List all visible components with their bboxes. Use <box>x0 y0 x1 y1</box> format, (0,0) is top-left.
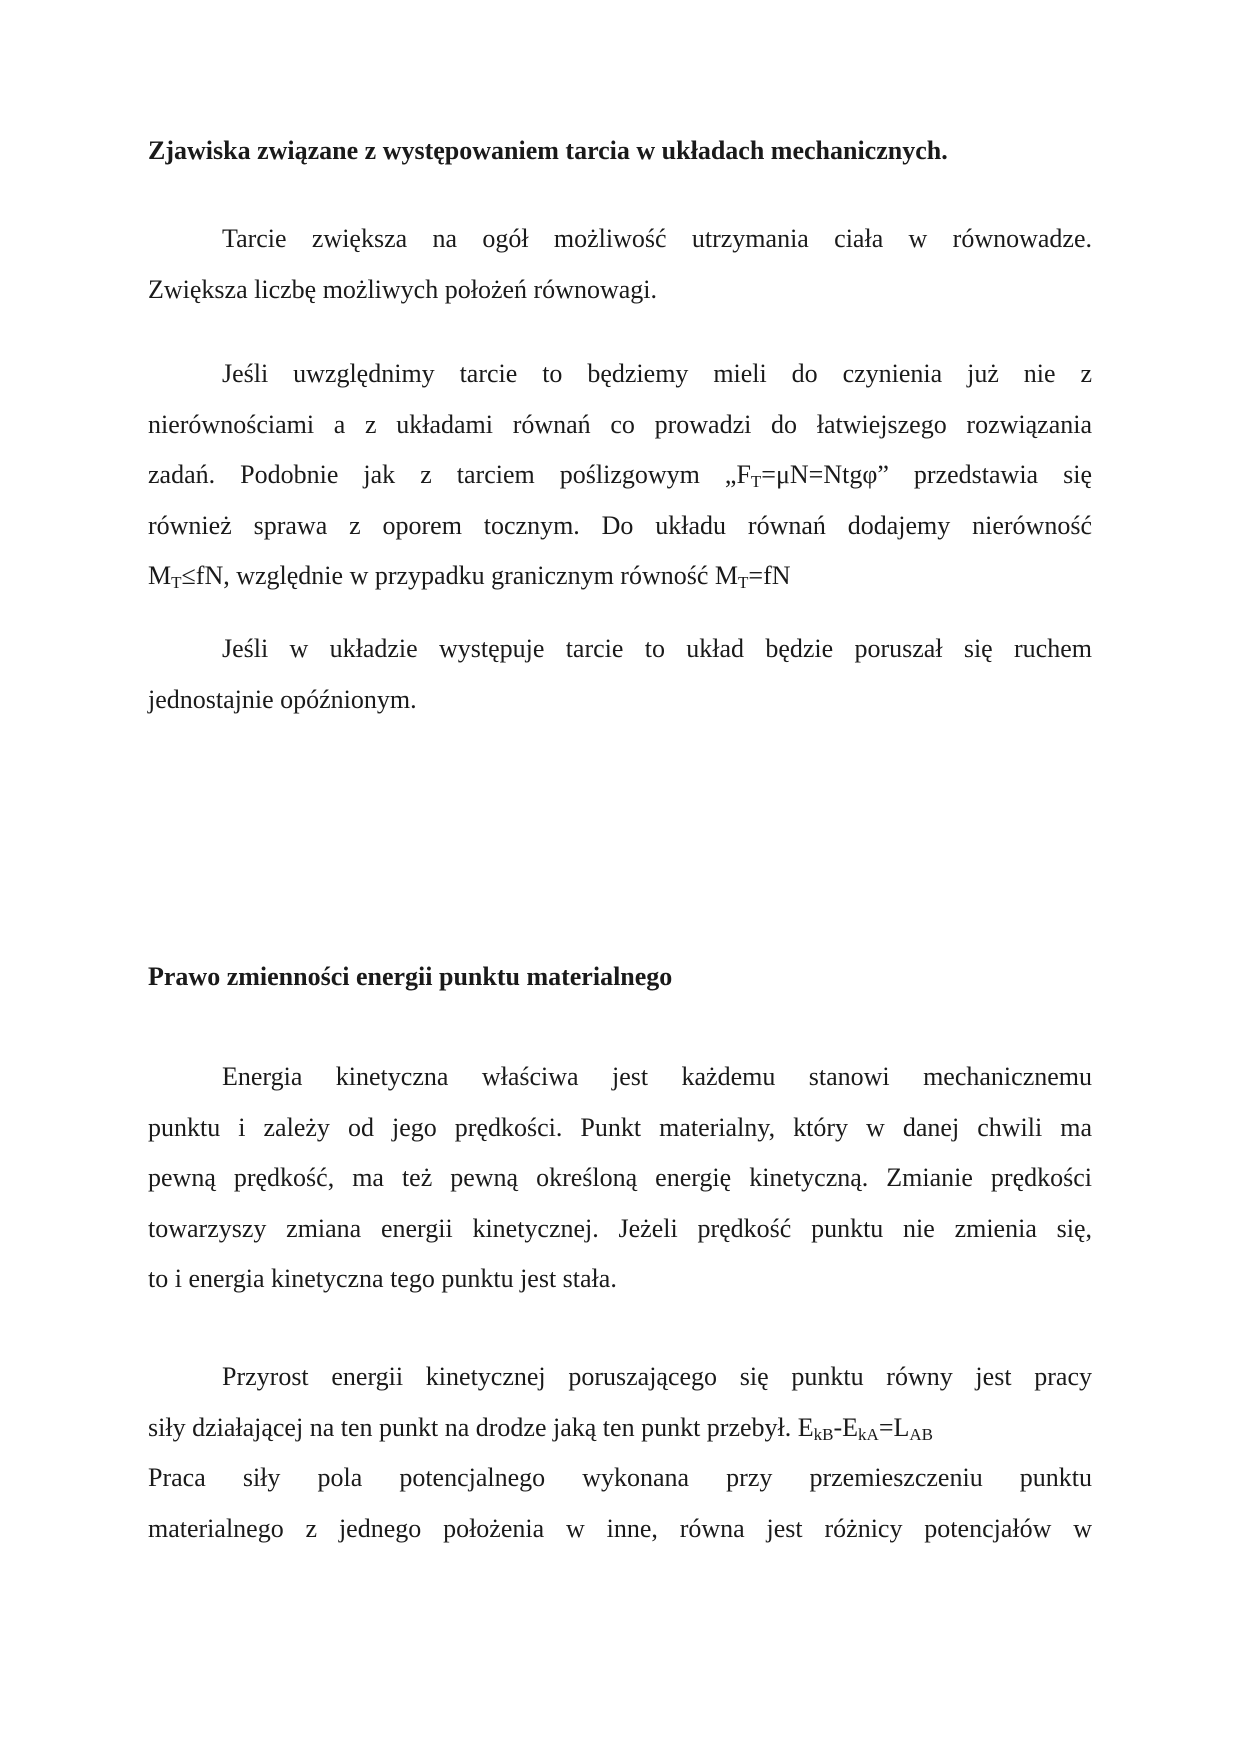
text-line: jednostajnie opóźnionym. <box>148 684 417 714</box>
text-fragment: M <box>148 561 172 590</box>
text-line <box>148 1352 1092 1403</box>
paragraph-friction-motion <box>148 624 1092 725</box>
subscript: T <box>171 573 182 592</box>
text-line: Jeśli w układzie występuje tarcie to układ będzie poruszał się ruchem <box>222 634 1092 663</box>
text-fragment: energii kinetycznej poruszającego się punktu równy jest pracy <box>308 1362 1092 1391</box>
subscript: T <box>738 573 749 592</box>
subscript: kA <box>858 1424 879 1444</box>
paragraph-friction-equilibrium <box>148 214 1092 315</box>
subscript: kB <box>813 1424 834 1444</box>
subscript: AB <box>909 1424 933 1444</box>
text-fragment: -E <box>833 1412 859 1442</box>
text-line: towarzyszy zmiana energii kinetycznej. Jeżeli prędkość punktu nie zmienia się, <box>148 1213 1092 1243</box>
text-fragment: =fN <box>748 561 791 590</box>
text-fragment: zadań. Podobnie jak z tarciem poślizgowym „F <box>148 460 751 489</box>
subscript: T <box>750 472 762 491</box>
paragraph-energy-increase <box>148 1352 1092 1554</box>
text-line: Energia kinetyczna właściwa jest każdemu stanowi mechanicznemu <box>222 1062 1092 1091</box>
text-line: Jeśli uwzględnimy tarcie to będziemy mieli do czynienia już nie z <box>222 359 1092 388</box>
paragraph-kinetic-energy <box>148 1052 1092 1305</box>
text-line: punktu i zależy od jego prędkości. Punkt materialny, który w danej chwili ma <box>148 1112 1092 1142</box>
text-line: pewną prędkość, ma też pewną określoną energię kinetyczną. Zmianie prędkości <box>148 1163 1092 1192</box>
text-line: Zwiększa liczbę możliwych położeń równowagi. <box>148 274 657 304</box>
text-line: nierównościami a z układami równań co prowadzi do łatwiejszego rozwiązania <box>148 409 1092 439</box>
text-line-formula <box>148 1403 1092 1454</box>
text-line: to i energia kinetyczna tego punktu jest stała. <box>148 1264 617 1293</box>
text-fragment: siły działającej na ten punkt na drodze jaką ten punkt przebył. E <box>148 1412 814 1442</box>
section-heading-friction: Zjawiska związane z występowaniem tarcia w układach mechanicznych. <box>148 136 948 165</box>
section-heading-energy: Prawo zmienności energii punktu materialnego <box>148 962 673 991</box>
text-line-formula <box>148 450 1092 501</box>
text-fragment: =L <box>878 1412 910 1442</box>
text-fragment: Przyrost <box>222 1362 309 1391</box>
text-line: Tarcie zwiększa na ogół możliwość utrzymania ciała w równowadze. <box>222 224 1092 253</box>
text-line-formula <box>148 551 1092 602</box>
text-line: materialnego z jednego położenia w inne, równa jest różnicy potencjałów w <box>148 1513 1092 1543</box>
text-fragment: =μN=Ntgφ” przedstawia się <box>761 460 1092 489</box>
text-line: Praca siły pola potencjalnego wykonana przy przemieszczeniu punktu <box>148 1463 1092 1492</box>
text-line: również sprawa z oporem tocznym. Do układu równań dodajemy nierówność <box>148 510 1092 540</box>
paragraph-friction-equations <box>148 349 1092 602</box>
text-fragment: ≤fN, względnie w przypadku granicznym równość M <box>181 561 739 590</box>
document-page <box>148 0 1092 1754</box>
